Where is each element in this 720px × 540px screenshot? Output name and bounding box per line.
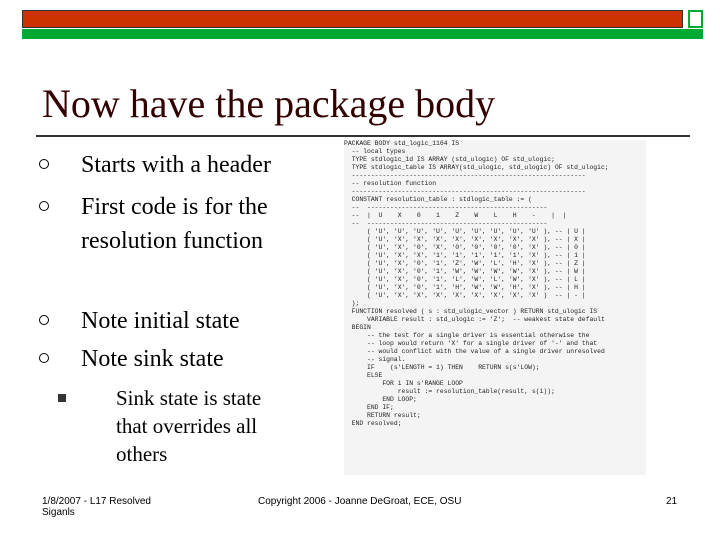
hollow-circle-bullet-icon [39, 353, 49, 363]
code-line: ( 'U', 'X', '0', '1', 'L', 'W', 'L', 'W', 'X' ), -- | L | [344, 276, 586, 283]
filled-square-bullet-icon [58, 394, 66, 402]
bullet-text: First code is for the [81, 194, 268, 220]
footer-page-number: 21 [666, 496, 678, 507]
code-line: TYPE stdlogic_1d IS ARRAY (std_ulogic) OF std_ulogic; [344, 156, 555, 163]
code-line: ( 'U', 'X', 'X', 'X', 'X', 'X', 'X', 'X', 'X' ), -- | X | [344, 236, 586, 243]
code-line: CONSTANT resolution_table : stdlogic_table := ( [344, 196, 532, 203]
code-line: result := resolution_table(result, s(i)); [344, 388, 555, 395]
code-line: VARIABLE result : std_ulogic := 'Z'; -- weakest state default [344, 316, 605, 323]
hollow-circle-bullet-icon [39, 201, 49, 211]
code-line: -- signal. [344, 356, 406, 363]
code-line: -- local types [344, 148, 406, 155]
code-line: -- loop would return 'X' for a single driver of '-' and that [344, 340, 598, 347]
title-underline [36, 135, 690, 137]
header-green-bar [22, 29, 703, 39]
code-line: ( 'U', 'X', '0', 'X', '0', '0', '0', '0', 'X' ), -- | 0 | [344, 244, 586, 251]
code-line: ( 'U', 'X', '0', '1', 'Z', 'W', 'L', 'H', 'X' ), -- | Z | [344, 260, 586, 267]
hollow-circle-bullet-icon [39, 315, 49, 325]
bullet-text: Note initial state [81, 308, 240, 334]
footer-copyright: Copyright 2006 - Joanne DeGroat, ECE, OSU [258, 496, 462, 507]
header-red-bar [22, 10, 683, 28]
code-line: -- | U X 0 1 Z W L H - | | [344, 212, 567, 219]
vhdl-code-screenshot [344, 140, 646, 475]
code-line: FUNCTION resolved ( s : std_ulogic_vector ) RETURN std_ulogic IS [344, 308, 598, 315]
code-line: TYPE stdlogic_table IS ARRAY(std_ulogic, std_ulogic) OF std_ulogic; [344, 164, 609, 171]
sub-bullet-text: Sink state is state that overrides all others [116, 386, 262, 466]
code-line: -- would conflict with the value of a single driver unresolved [344, 348, 605, 355]
code-line: ------------------------------------------------------------- [344, 188, 586, 195]
code-line: ( 'U', 'X', '0', '1', 'W', 'W', 'W', 'W', 'X' ), -- | W | [344, 268, 586, 275]
code-line: END IF; [344, 404, 394, 411]
code-line: ); [344, 300, 360, 307]
code-line: END LOOP; [344, 396, 417, 403]
code-line: RETURN result; [344, 412, 421, 419]
footer-date-line1: 1/8/2007 - L17 Resolved [42, 496, 151, 507]
code-line: ELSE [344, 372, 383, 379]
footer-date [42, 496, 151, 518]
bullet-text: resolution function [81, 228, 263, 254]
slide-title: Now have the package body [42, 81, 496, 126]
code-line: ( 'U', 'U', 'U', 'U', 'U', 'U', 'U', 'U', 'U' ), -- | U | [344, 228, 586, 235]
header-green-square [688, 10, 703, 28]
code-line: -- the test for a single driver is essential otherwise the [344, 332, 590, 339]
footer-date-line2: Siganls [42, 507, 75, 518]
code-line: FOR i IN s'RANGE LOOP [344, 380, 463, 387]
code-line: -- resolution function [344, 180, 437, 187]
code-line: ( 'U', 'X', '0', '1', 'H', 'W', 'W', 'H', 'X' ), -- | H | [344, 284, 586, 291]
bullet-text: Note sink state [81, 346, 224, 372]
code-line: END resolved; [344, 420, 402, 427]
code-line: PACKAGE BODY std_logic_1164 IS [344, 140, 460, 147]
code-line: -- ----------------------------------------------- [344, 220, 548, 227]
code-line: -- ----------------------------------------------- [344, 204, 548, 211]
bullet-text: Starts with a header [81, 152, 271, 178]
code-line: ------------------------------------------------------------- [344, 172, 586, 179]
code-line: ( 'U', 'X', 'X', '1', '1', '1', '1', '1', 'X' ), -- | 1 | [344, 252, 586, 259]
code-line: ( 'U', 'X', 'X', 'X', 'X', 'X', 'X', 'X', 'X' ) -- | - | [344, 292, 586, 299]
code-line: IF (s'LENGTH = 1) THEN RETURN s(s'LOW); [344, 364, 540, 371]
code-line: BEGIN [344, 324, 371, 331]
hollow-circle-bullet-icon [39, 159, 49, 169]
